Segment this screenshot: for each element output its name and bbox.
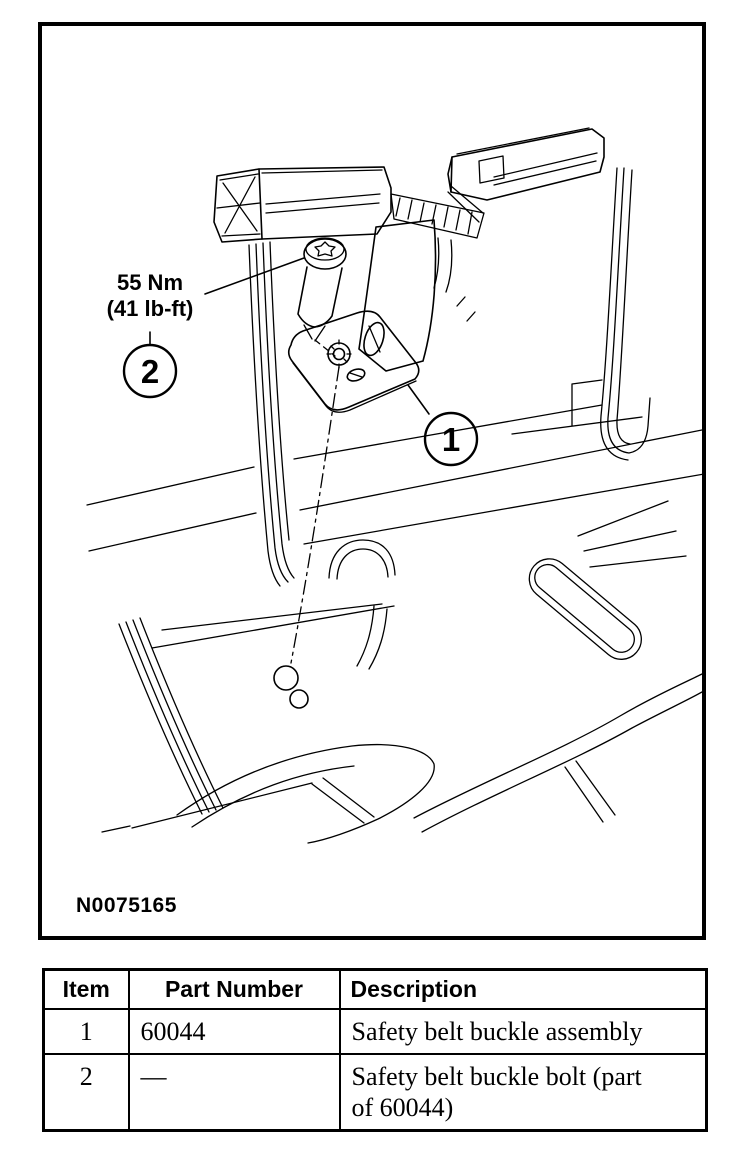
- table-row: [44, 1054, 707, 1131]
- floor-anchor-hole-small: [290, 690, 308, 708]
- left-buckle-drawing: [214, 167, 391, 242]
- part-number-cell: —: [129, 1054, 340, 1131]
- torque-label-line2: (41 lb-ft): [106, 296, 194, 321]
- figure-id-label: N0075165: [76, 894, 177, 917]
- column-header-description: Description: [340, 970, 707, 1009]
- belt-webbing-drawing: [391, 186, 484, 292]
- item-number-cell: 1: [44, 1009, 129, 1054]
- description-cell: Safety belt buckle assembly: [340, 1009, 707, 1054]
- description-cell: Safety belt buckle bolt (part of 60044): [340, 1054, 707, 1131]
- assembly-callout: [408, 385, 477, 465]
- door-frame-drawing: [601, 168, 650, 460]
- column-header-part-number: Part Number: [129, 970, 340, 1009]
- parts-table: [42, 968, 708, 1132]
- body-pillar-drawing: [249, 242, 294, 586]
- figure-frame: [38, 22, 706, 940]
- seat-belt-buckle-technical-drawing: [42, 26, 702, 936]
- right-buckle-drawing: [448, 128, 604, 200]
- floor-anchor-hole-large: [274, 666, 298, 690]
- parts-table-header-row: [44, 970, 707, 1009]
- buckle-bolt-drawing: [298, 238, 346, 356]
- column-header-item: Item: [44, 970, 129, 1009]
- item-number-cell: 2: [44, 1054, 129, 1131]
- torque-label-line1: 55 Nm: [116, 270, 184, 295]
- bolt-alignment-leader: [274, 367, 339, 708]
- callout-2-number: 2: [140, 353, 160, 390]
- callout-1-number: 1: [441, 421, 461, 458]
- table-row: [44, 1009, 707, 1054]
- part-number-cell: 60044: [129, 1009, 340, 1054]
- floor-pan-drawing: [102, 501, 702, 843]
